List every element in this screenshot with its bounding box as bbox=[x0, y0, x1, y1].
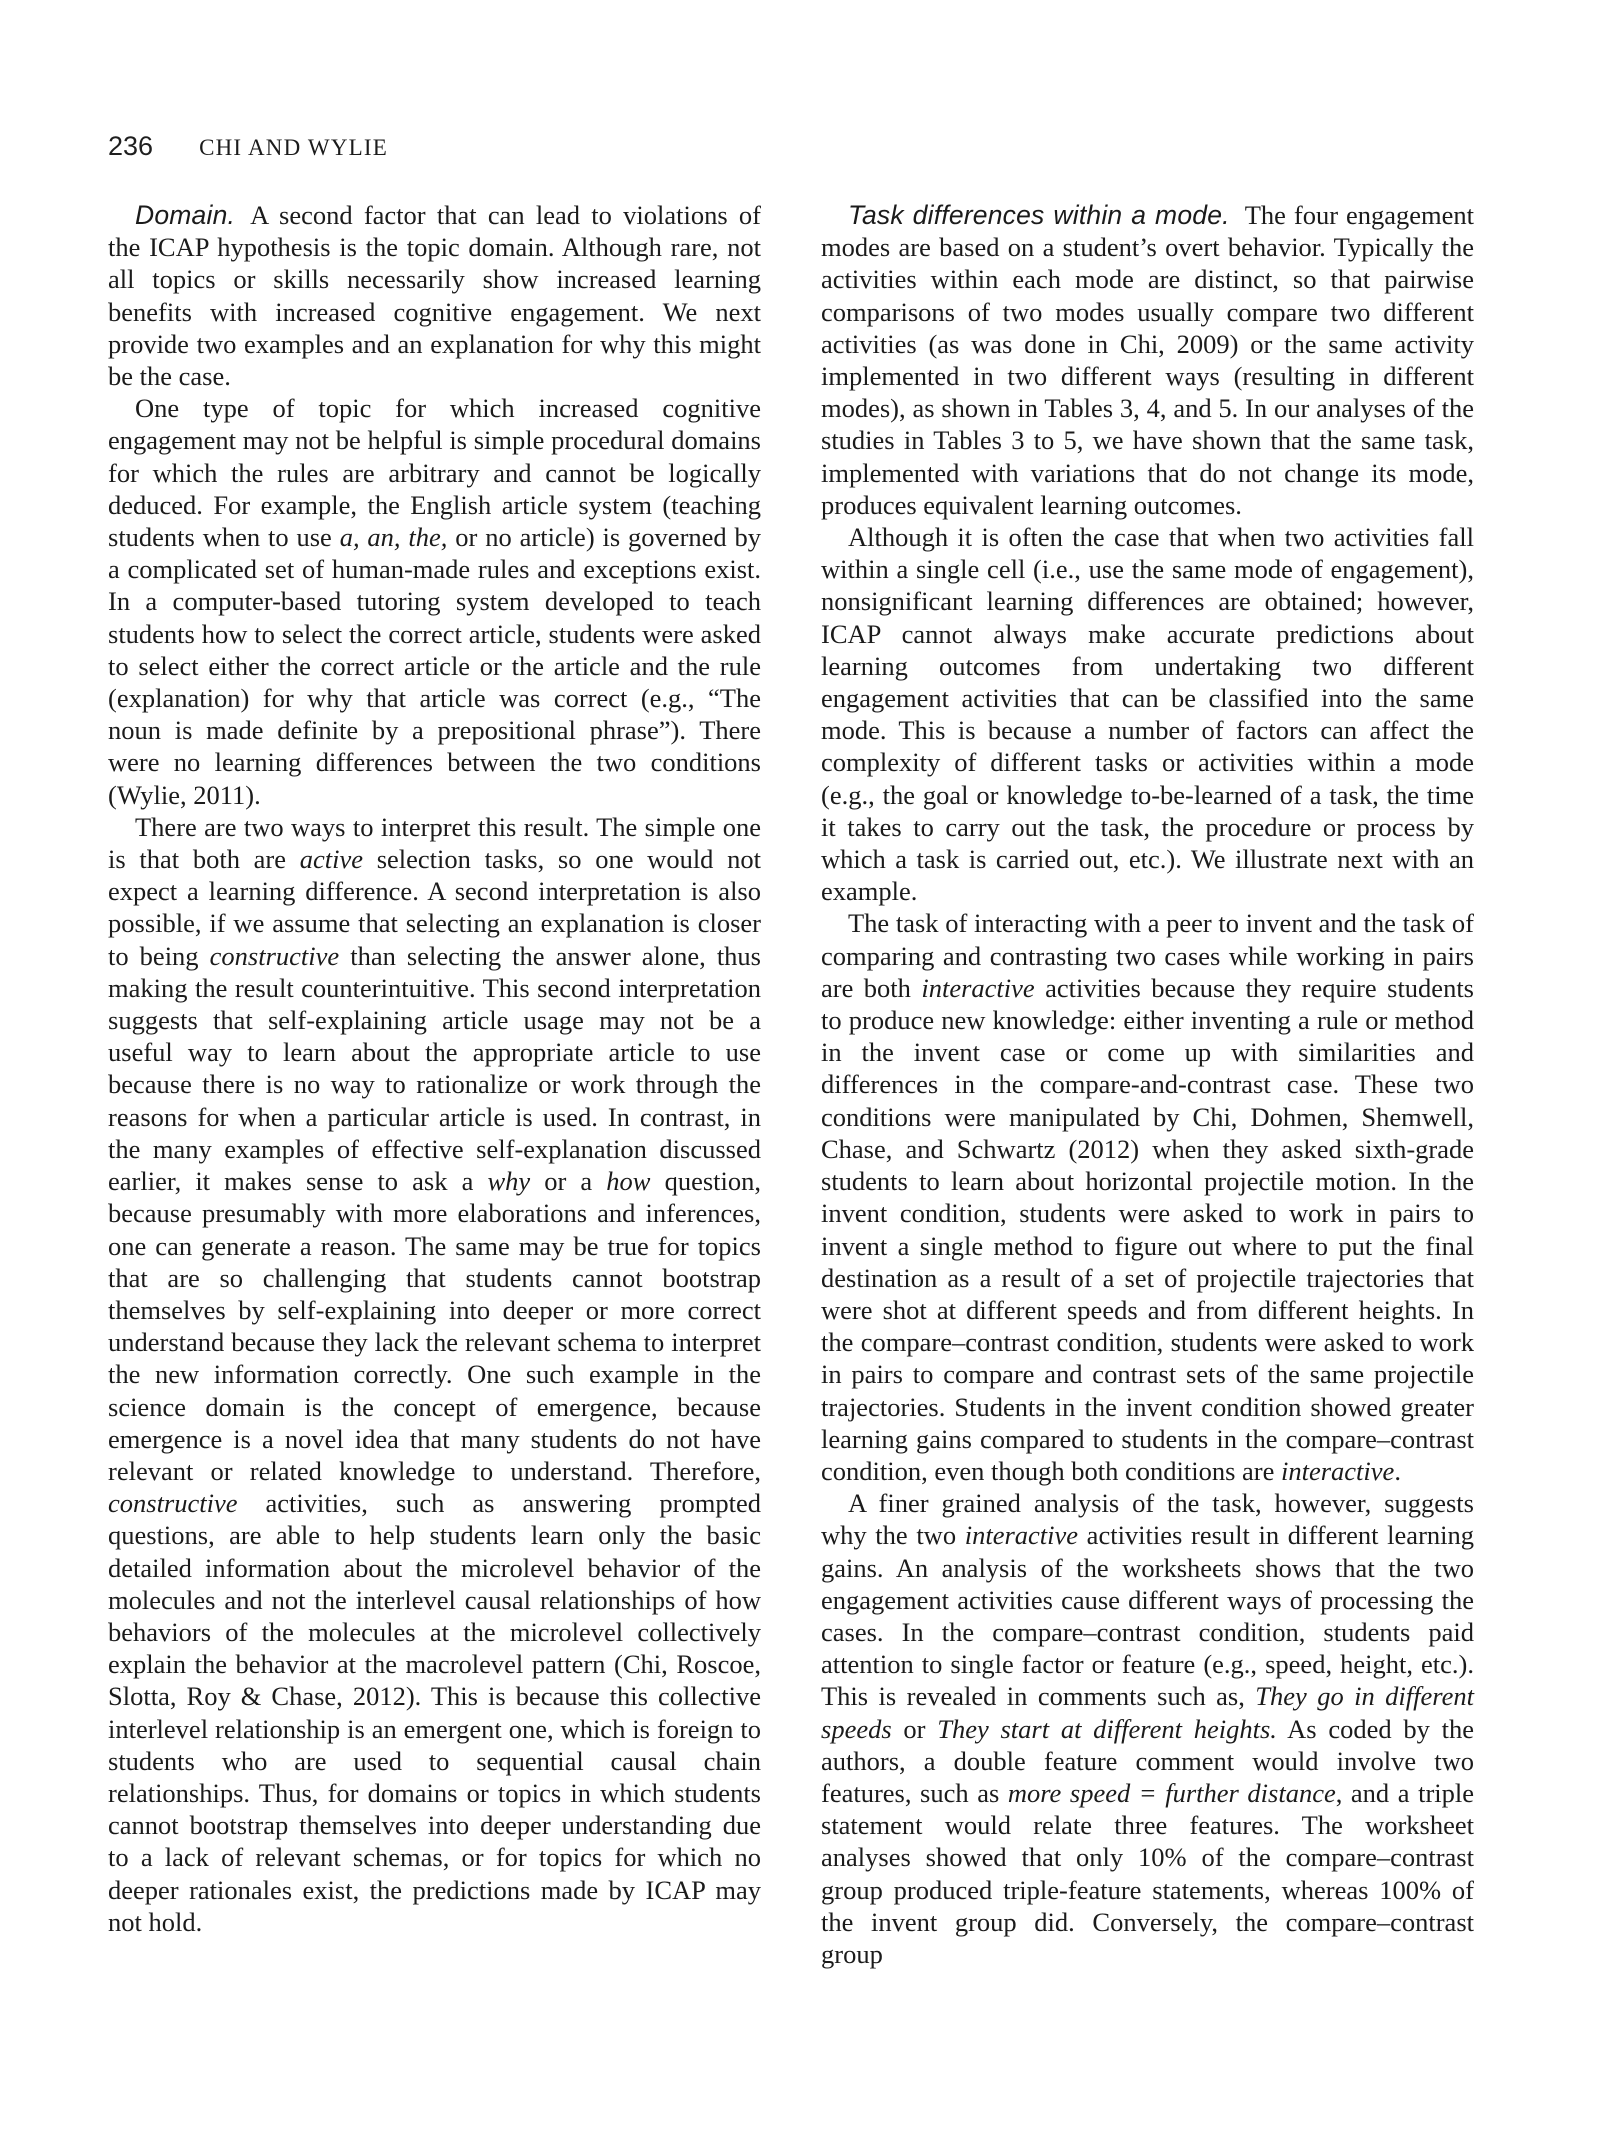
text-run: . bbox=[1394, 1455, 1401, 1486]
text-run: question, because presumably with more elaborations and inferences, one can generate a reason. The same may be true for topics that are so challenging that students cannot bootstrap themselves by self-explaining into deeper or more correct understand because they lack the relevant schema to interpret the new information correctly. One such example in the science domain is the concept of emergence, because emergence is a novel idea that many students do not have relevant or related knowledge to understand. Therefore, bbox=[108, 1166, 761, 1486]
text-run: They start at different heights. bbox=[937, 1713, 1277, 1744]
text-run: A second factor that can lead to violations of the ICAP hypothesis is the topic domain. Although rare, not all topics or skills necessarily show increased learning benefits with increased cognitive engagement. We next provide two examples and an explanation for why this might be the case. bbox=[108, 200, 761, 392]
text-run: constructive bbox=[209, 940, 340, 971]
text-run: interactive bbox=[964, 1520, 1079, 1551]
text-run: selection tasks, so one would not expect a learning difference. A second interpretation is also possible, if we assume that selecting an explanation is closer to being bbox=[108, 844, 761, 971]
page-number: 236 bbox=[108, 131, 154, 161]
text-columns bbox=[108, 199, 1474, 1970]
paragraph bbox=[108, 392, 761, 811]
text-run: or bbox=[891, 1713, 938, 1744]
text-run: A finer grained analysis of the task, however, suggests why the two bbox=[821, 1488, 1474, 1551]
text-run: There are two ways to interpret this result. The simple one is that both are bbox=[108, 811, 761, 875]
column-right bbox=[821, 199, 1474, 1970]
page-header bbox=[108, 131, 388, 162]
text-run: or a bbox=[530, 1166, 607, 1197]
text-run: The task of interacting with a peer to invent and the task of comparing and contrasting two cases while working in pairs are both bbox=[821, 908, 1474, 1003]
text-run: active bbox=[299, 844, 363, 875]
text-run: , and a triple statement would relate three features. The worksheet analyses showed that only 10% of the compare–contrast group produced triple-feature statements, whereas 100% of the invent group did. Conversely, the compare–contrast group bbox=[821, 1777, 1475, 1969]
paragraph bbox=[821, 1487, 1474, 1970]
text-run: constructive bbox=[108, 1488, 238, 1519]
text-run: activities result in different learning gains. An analysis of the worksheets shows that the two engagement activities cause different ways of processing the cases. In the compare–contrast condition, students paid attention to single factor or feature (e.g., speed, height, etc.). This is revealed in comments such as, bbox=[821, 1520, 1474, 1712]
paragraph bbox=[821, 199, 1474, 521]
text-run: Although it is often the case that when two activities fall within a single cell (i.e., use the same mode of engagement), nonsignificant learning differences are obtained; however, ICAP cannot always make accurate predictions about learning outcomes from undertaking two different engagement activities that can be classified into the same mode. This is because a number of factors can affect the complexity of different tasks or activities within a mode (e.g., the goal or knowledge to-be-learned of a task, the time it takes to carry out the task, the procedure or process by which a task is carried out, etc.). We illustrate next with an example. bbox=[821, 522, 1474, 907]
text-run: interactive bbox=[1281, 1455, 1395, 1486]
text-run: how bbox=[606, 1166, 651, 1197]
text-run: a, an, the, bbox=[339, 522, 448, 553]
run-in-heading: Domain. bbox=[135, 200, 236, 230]
paragraph bbox=[108, 199, 761, 392]
text-run: As coded by the authors, a double feature comment would involve two features, such as bbox=[821, 1713, 1474, 1808]
text-run: The four engagement modes are based on a student’s overt behavior. Typically the activities within each mode are distinct, so that pairwise comparisons of two modes usually compare two different activities (as was done in Chi, 2009) or the same activity implemented in two different ways (resulting in different modes), as shown in Tables 3, 4, and 5. In our analyses of the studies in Tables 3 to 5, we have shown that the same task, implemented with variations that do not change its mode, produces equivalent learning outcomes. bbox=[821, 200, 1474, 520]
text-run: activities because they require students to produce new knowledge: either inventing a rule or method in the invent case or come up with similarities and differences in the compare-and-contrast case. These two conditions were manipulated by Chi, Dohmen, Shemwell, Chase, and Schwartz (2012) when they asked sixth-grade students to learn about horizontal projectile motion. In the invent condition, students were asked to work in pairs to invent a single method to figure out where to put the final destination as a result of a set of projectile trajectories that were shot at different speeds and from different heights. In the compare–contrast condition, students were asked to work in pairs to compare and contrast sets of the same projectile trajectories. Students in the invent condition showed greater learning gains compared to students in the compare–contrast condition, even though both conditions are bbox=[821, 972, 1474, 1486]
text-run: why bbox=[487, 1166, 531, 1197]
text-run: or no article) is governed by a complicated set of human-made rules and exceptions exist. In a computer-based tutoring system developed to teach students how to select the correct article, students were asked to select either the correct article or the article and the rule (explanation) for why that article was correct (e.g., “The noun is made definite by a prepositional phrase”). There were no learning differences between the two conditions (Wylie, 2011). bbox=[108, 522, 762, 810]
text-run: more speed = further distance bbox=[1007, 1777, 1336, 1808]
running-title: CHI AND WYLIE bbox=[199, 135, 388, 160]
column-left bbox=[108, 199, 761, 1970]
paragraph bbox=[821, 521, 1474, 907]
text-run: One type of topic for which increased cognitive engagement may not be helpful is simple procedural domains for which the rules are arbitrary and cannot be logically deduced. For example, the English article system (teaching students when to use bbox=[108, 393, 761, 553]
paragraph bbox=[821, 907, 1474, 1487]
text-run: than selecting the answer alone, thus making the result counterintuitive. This second interpretation suggests that self-explaining article usage may not be a useful way to learn about the appropriate article to use because there is no way to rationalize or work through the reasons for when a particular article is used. In contrast, in the many examples of effective self-explanation discussed earlier, it makes sense to ask a bbox=[108, 940, 761, 1197]
text-run: activities, such as answering prompted questions, are able to help students learn only the basic detailed information about the microlevel behavior of the molecules and not the interlevel causal relationships of how behaviors of the molecules at the microlevel collectively explain the behavior at the macrolevel pattern (Chi, Roscoe, Slotta, Roy & Chase, 2012). This is because this collective interlevel relationship is an emergent one, which is foreign to students who are used to sequential causal chain relationships. Thus, for domains or topics in which students cannot bootstrap themselves into deeper understanding due to a lack of relevant schemas, or for topics for which no deeper rationales exist, the predictions made by ICAP may not hold. bbox=[108, 1488, 761, 1937]
text-run: interactive bbox=[921, 972, 1035, 1003]
paragraph bbox=[108, 811, 761, 1938]
run-in-heading: Task differences within a mode. bbox=[848, 200, 1230, 230]
text-run: They go in different speeds bbox=[821, 1681, 1474, 1744]
